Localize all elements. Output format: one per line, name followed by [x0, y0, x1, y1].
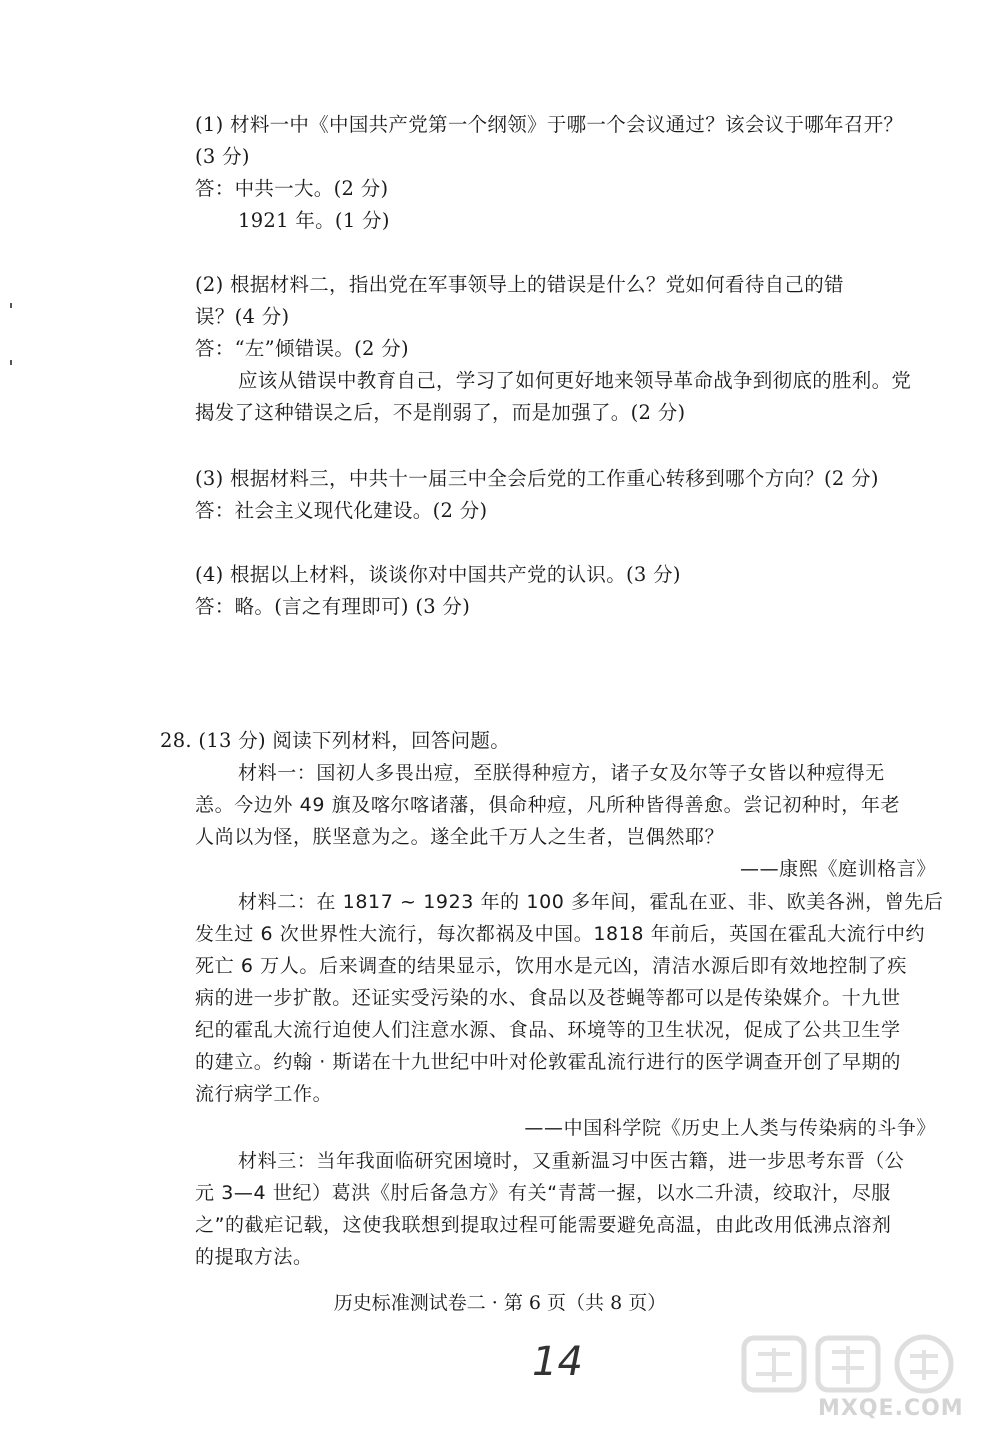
material3-line3: 之”的截疟记载，这使我联想到提取过程可能需要避免高温，由此改用低沸点溶剂	[195, 1214, 892, 1236]
q1-question-line1: (1) 材料一中《中国共产党第一个纲领》于哪一个会议通过？该会议于哪年召开？	[195, 113, 904, 136]
material2-line5: 纪的霍乱大流行迫使人们注意水源、食品、环境等的卫生状况，促成了公共卫生学	[195, 1019, 901, 1041]
material2-line4: 病的进一步扩散。还证实受污染的水、食品以及苍蝇等都可以是传染媒介。十九世	[195, 987, 901, 1009]
q2-answer-line2: 应该从错误中教育自己，学习了如何更好地来领导革命战争到彻底的胜利。党	[238, 369, 912, 392]
q4-question-line1: (4) 根据以上材料，谈谈你对中国共产党的认识。(3 分)	[195, 563, 681, 586]
material3-line1: 材料三：当年我面临研究困境时，又重新温习中医古籍，进一步思考东晋（公	[238, 1150, 905, 1172]
q3-question-line1: (3) 根据材料三，中共十一届三中全会后党的工作重心转移到哪个方向？(2 分)	[195, 467, 879, 490]
handwritten-page-number: 14	[532, 1339, 583, 1385]
material2-line7: 流行病学工作。	[195, 1083, 333, 1105]
material2-line1: 材料二：在 1817 ~ 1923 年的 100 多年间，霍乱在亚、非、欧美各洲，曾先后	[238, 891, 944, 913]
q2-answer-line1: 答：“左”倾错误。(2 分)	[195, 337, 409, 360]
material3-line2: 元 3—4 世纪）葛洪《肘后备急方》有关“青蒿一握，以水二升渍，绞取汁，尽服	[195, 1182, 891, 1204]
material2-source: ——中国科学院《历史上人类与传染病的斗争》	[524, 1117, 936, 1139]
margin-speck	[10, 303, 12, 308]
material2-line6: 的建立。约翰 · 斯诺在十九世纪中叶对伦敦霍乱流行进行的医学调查开创了早期的	[195, 1051, 901, 1073]
q2-question-line2: 误？(4 分)	[195, 305, 290, 328]
q28-header: 28. (13 分) 阅读下列材料，回答问题。	[160, 729, 511, 752]
q2-answer-line3: 揭发了这种错误之后，不是削弱了，而是加强了。(2 分)	[195, 401, 686, 424]
q1-answer-line1: 答：中共一大。(2 分)	[195, 177, 389, 200]
material3-line4: 的提取方法。	[195, 1246, 313, 1268]
q3-answer-line1: 答：社会主义现代化建设。(2 分)	[195, 499, 488, 522]
material2-line2: 发生过 6 次世界性大流行，每次都祸及中国。1818 年前后，英国在霍乱大流行中约	[195, 923, 926, 945]
material1-source: ——康熙《庭训格言》	[739, 858, 936, 880]
watermark-text: MXQE.COM	[818, 1396, 964, 1421]
material1-line3: 人尚以为怪，朕坚意为之。遂全此千万人之生者，岂偶然耶？	[195, 826, 725, 848]
material2-line3: 死亡 6 万人。后来调查的结果显示，饮用水是元凶，清洁水源后即有效地控制了疾	[195, 955, 907, 977]
margin-speck	[10, 360, 12, 365]
material1-line1: 材料一：国初人多畏出痘，至朕得种痘方，诸子女及尔等子女皆以种痘得无	[238, 762, 885, 784]
material1-line2: 恙。今边外 49 旗及喀尔喀诸藩，俱命种痘，凡所种皆得善愈。尝记初种时，年老	[195, 794, 901, 816]
q1-question-line2: (3 分)	[195, 145, 250, 168]
q1-answer-line2: 1921 年。(1 分)	[238, 209, 390, 232]
q4-answer-line1: 答：略。(言之有理即可) (3 分)	[195, 595, 471, 618]
q2-question-line1: (2) 根据材料二，指出党在军事领导上的错误是什么？党如何看待自己的错	[195, 273, 844, 296]
page-footer: 历史标准测试卷二 · 第 6 页（共 8 页）	[333, 1292, 667, 1314]
